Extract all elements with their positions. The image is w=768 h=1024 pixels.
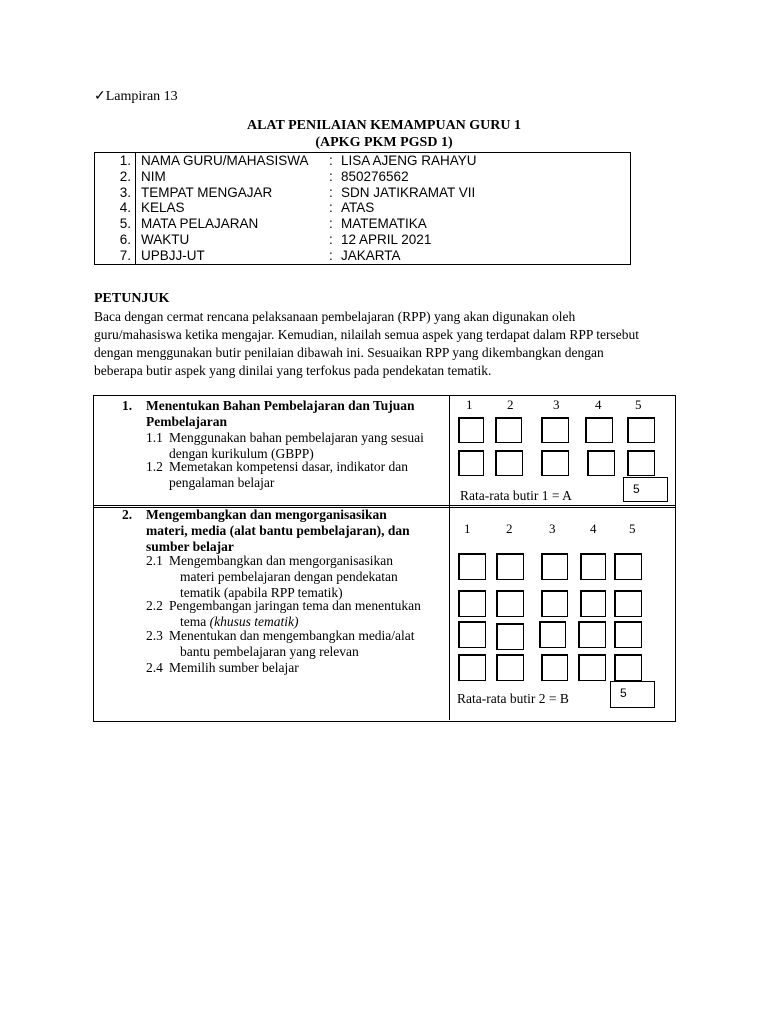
item-line: materi pembelajaran dengan pendekatan — [180, 569, 398, 584]
score-checkbox[interactable] — [627, 450, 655, 476]
score-checkbox[interactable] — [580, 553, 606, 580]
item-1-1-text — [169, 430, 442, 462]
section-2-title — [146, 507, 442, 555]
section-2-number: 2. — [122, 507, 133, 522]
rata-rata-1-label: Rata-rata butir 1 = A — [460, 488, 572, 503]
item-2-2-number: 2.2 — [146, 598, 163, 613]
section-2-title-line: materi, media (alat bantu pembelajaran), dan — [146, 523, 410, 538]
item-1-1-number: 1.1 — [146, 430, 163, 445]
item-text: tema — [180, 614, 210, 629]
info-row-number: 1. — [95, 153, 136, 169]
document-title: ALAT PENILAIAN KEMAMPUAN GURU 1 — [246, 118, 522, 133]
petunjuk-line: beberapa butir aspek yang dinilai yang terfokus pada pendekatan tematik. — [94, 363, 492, 378]
info-row-number: 2. — [95, 169, 136, 185]
info-row-value: JAKARTA — [341, 247, 401, 263]
scale-label-1: 1 — [464, 521, 471, 536]
item-italic-text: (khusus tematik) — [209, 614, 299, 629]
petunjuk-heading: PETUNJUK — [94, 291, 170, 306]
item-2-3-number: 2.3 — [146, 628, 163, 643]
section-1-title-line: Menentukan Bahan Pembelajaran dan Tujuan — [146, 398, 415, 413]
scale-label-2: 2 — [507, 397, 514, 412]
score-checkbox[interactable] — [458, 417, 484, 443]
item-line: Menentukan dan mengembangkan media/alat — [169, 628, 415, 643]
item-2-3-text — [169, 628, 442, 660]
score-checkbox[interactable] — [578, 621, 606, 648]
score-checkbox[interactable] — [585, 417, 613, 443]
info-row-separator: : — [329, 200, 333, 216]
score-checkbox[interactable] — [541, 417, 569, 443]
score-checkbox[interactable] — [496, 623, 524, 650]
info-row-value: MATEMATIKA — [341, 216, 427, 232]
scale-label-3: 3 — [553, 397, 560, 412]
score-checkbox[interactable] — [614, 590, 642, 617]
identity-row — [95, 185, 631, 201]
score-checkbox[interactable] — [541, 654, 568, 681]
score-checkbox[interactable] — [627, 417, 655, 443]
scale-label-2: 2 — [506, 521, 513, 536]
lampiran-text: Lampiran 13 — [105, 89, 178, 104]
info-row-separator: : — [329, 168, 333, 184]
info-row-separator: : — [329, 216, 333, 232]
rata-rata-2-score-box — [610, 681, 655, 708]
score-checkbox[interactable] — [578, 654, 606, 681]
score-checkbox[interactable] — [458, 450, 484, 476]
item-2-2-text — [169, 598, 442, 630]
item-line: Pengembangan jaringan tema dan menentukan — [169, 598, 421, 613]
score-checkbox[interactable] — [614, 621, 642, 648]
info-row-label: NIM — [141, 168, 166, 184]
scale-label-5: 5 — [629, 521, 636, 536]
section-2-title-line: sumber belajar — [146, 539, 234, 554]
section-1-title-line: Pembelajaran — [146, 414, 227, 429]
score-checkbox[interactable] — [495, 450, 523, 476]
item-line: Memetakan kompetensi dasar, indikator dan — [169, 459, 409, 474]
score-checkbox[interactable] — [580, 590, 606, 617]
info-row-number: 6. — [95, 232, 136, 248]
info-row-label: TEMPAT MENGAJAR — [141, 184, 273, 200]
identity-row — [95, 169, 631, 185]
info-row-number: 7. — [95, 248, 136, 264]
petunjuk-line: dengan menggunakan butir penilaian dibawah ini. Sesuaikan RPP yang dikembangkan dengan — [94, 345, 604, 360]
info-row-separator: : — [329, 247, 333, 263]
item-2-1-text — [169, 553, 442, 601]
info-row-label: WAKTU — [141, 231, 190, 247]
score-checkbox[interactable] — [587, 450, 615, 476]
scale-label-4: 4 — [595, 397, 602, 412]
item-line: bantu pembelajaran yang relevan — [180, 644, 359, 659]
section-1-number: 1. — [122, 398, 133, 413]
petunjuk-line: guru/mahasiswa ketika mengajar. Kemudian, nilailah semua aspek yang terdapat dalam RPP tersebut — [94, 327, 639, 342]
identity-table — [94, 152, 631, 265]
identity-row — [95, 216, 631, 232]
info-row-separator: : — [329, 153, 333, 168]
item-line: dengan kurikulum (GBPP) — [169, 446, 314, 461]
info-row-value: 12 APRIL 2021 — [341, 231, 432, 247]
identity-row — [95, 232, 631, 248]
petunjuk-line: Baca dengan cermat rencana pelaksanaan pembelajaran (RPP) yang akan digunakan oleh — [94, 309, 576, 324]
info-row-number: 3. — [95, 185, 136, 201]
document-subtitle: (APKG PKM PGSD 1) — [315, 135, 453, 150]
score-checkbox[interactable] — [458, 590, 486, 617]
item-2-1-number: 2.1 — [146, 553, 163, 568]
section-1-title — [146, 398, 442, 430]
rata-rata-2-label: Rata-rata butir 2 = B — [457, 691, 569, 706]
info-row-label: NAMA GURU/MAHASISWA — [141, 153, 309, 168]
identity-row — [95, 248, 631, 264]
section-2-title-line: Mengembangkan dan mengorganisasikan — [146, 507, 387, 522]
info-row-label: KELAS — [141, 200, 185, 216]
rata-rata-1-score-box — [623, 477, 668, 502]
check-mark-icon: ✓ — [94, 89, 106, 104]
item-2-4-text: Memilih sumber belajar — [169, 660, 299, 675]
score-checkbox[interactable] — [496, 590, 524, 617]
info-row-number: 4. — [95, 200, 136, 216]
info-row-label: MATA PELAJARAN — [141, 216, 259, 232]
scale-label-5: 5 — [635, 397, 642, 412]
item-1-2-number: 1.2 — [146, 459, 163, 474]
identity-row — [95, 200, 631, 216]
score-checkbox[interactable] — [495, 417, 522, 443]
item-line: Menggunakan bahan pembelajaran yang sesuai — [169, 430, 424, 445]
item-line: tematik (apabila RPP tematik) — [180, 585, 343, 600]
info-row-label: UPBJJ-UT — [141, 247, 205, 263]
petunjuk-paragraph — [94, 308, 674, 380]
score-checkbox[interactable] — [614, 654, 642, 681]
identity-row — [95, 153, 631, 169]
info-row-value: SDN JATIKRAMAT VII — [341, 184, 476, 200]
scale-label-4: 4 — [590, 521, 597, 536]
score-checkbox[interactable] — [539, 621, 566, 648]
item-1-2-text — [169, 459, 442, 491]
score-checkbox[interactable] — [496, 654, 524, 681]
rata-rata-2-score: 5 — [620, 686, 627, 700]
rata-rata-1-score: 5 — [633, 482, 640, 496]
info-row-number: 5. — [95, 216, 136, 232]
info-row-separator: : — [329, 231, 333, 247]
item-line: Mengembangkan dan mengorganisasikan — [169, 553, 393, 568]
score-checkbox[interactable] — [458, 621, 486, 648]
score-checkbox[interactable] — [541, 553, 568, 580]
lampiran-label — [94, 88, 178, 105]
item-2-4-number: 2.4 — [146, 660, 163, 675]
item-line: pengalaman belajar — [169, 475, 275, 490]
score-checkbox[interactable] — [458, 654, 486, 681]
info-row-separator: : — [329, 184, 333, 200]
score-checkbox[interactable] — [458, 553, 486, 580]
info-row-value: ATAS — [341, 200, 375, 216]
score-checkbox[interactable] — [496, 553, 524, 580]
score-checkbox[interactable] — [541, 450, 569, 476]
score-checkbox[interactable] — [614, 553, 642, 580]
info-row-value: LISA AJENG RAHAYU — [341, 153, 477, 168]
scale-label-3: 3 — [549, 521, 556, 536]
scale-label-1: 1 — [466, 397, 473, 412]
info-row-value: 850276562 — [341, 168, 409, 184]
score-checkbox[interactable] — [541, 590, 568, 617]
